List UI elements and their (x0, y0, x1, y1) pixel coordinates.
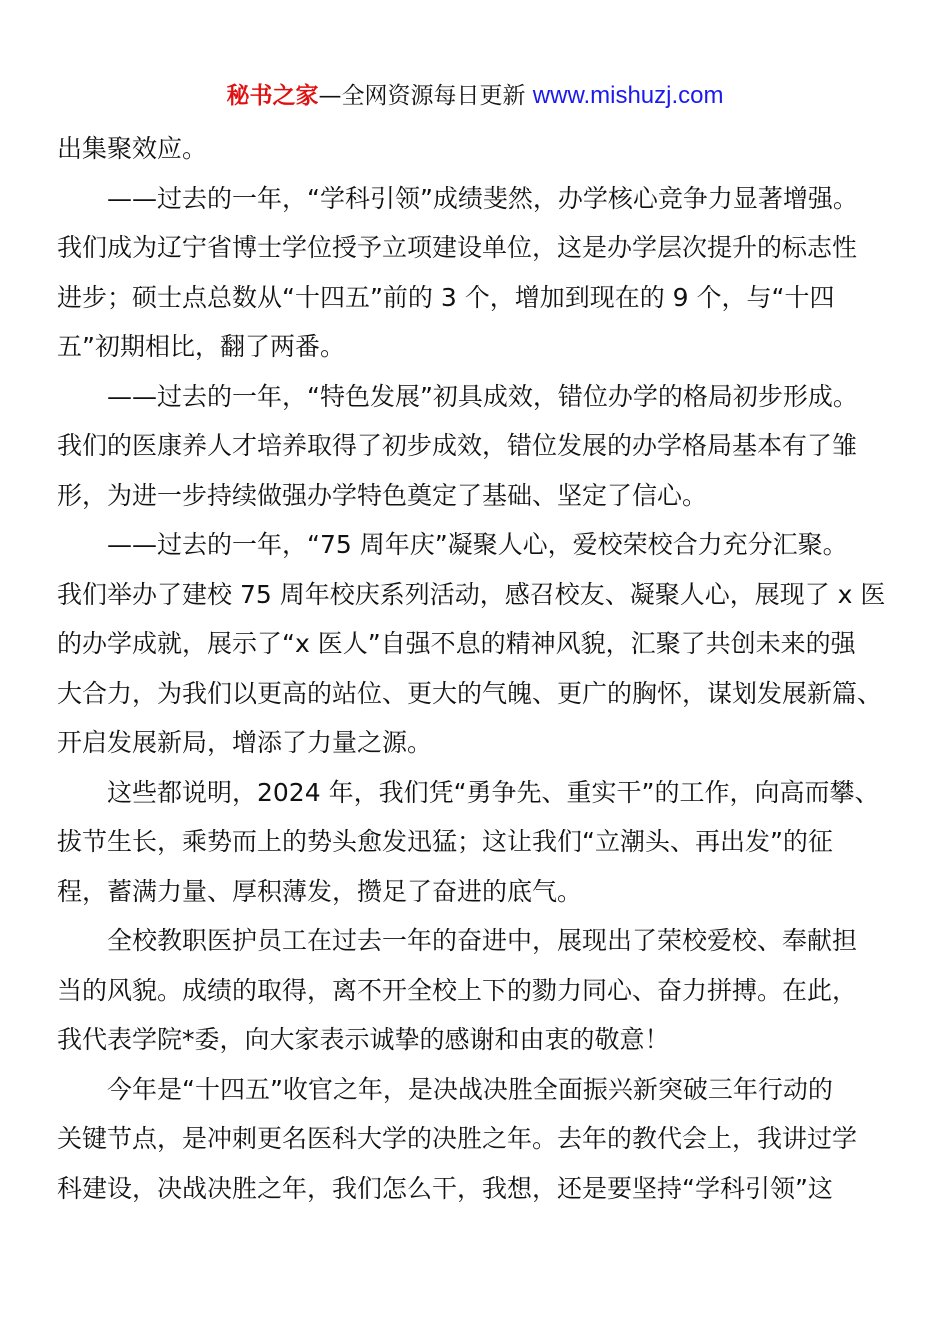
text-line: 出集聚效应。 (57, 134, 208, 163)
text-line: 的办学成就，展示了“x 医人”自强不息的精神风貌，汇聚了共创未来的强 (57, 629, 856, 658)
text-line: 五”初期相比，翻了两番。 (57, 332, 345, 361)
site-header (0, 80, 950, 112)
site-url-link[interactable]: www.mishuzj.com (532, 82, 724, 109)
text-line: 我们的医康养人才培养取得了初步成效，错位发展的办学格局基本有了雏 (57, 431, 858, 460)
text-line: 关键节点，是冲刺更名医科大学的决胜之年。去年的教代会上，我讲过学 (57, 1124, 858, 1153)
text-line: ——过去的一年，“学科引领”成绩斐然，办学核心竞争力显著增强。 (107, 183, 858, 213)
header-tagline: —全网资源每日更新 (318, 83, 533, 109)
text-line: 全校教职医护员工在过去一年的奋进中，展现出了荣校爱校、奉献担 (107, 926, 858, 955)
text-line: 科建设，决战决胜之年，我们怎么干，我想，还是要坚持“学科引领”这 (57, 1173, 833, 1203)
text-line: ——过去的一年，“75 周年庆”凝聚人心，爱校荣校合力充分汇聚。 (107, 530, 848, 559)
text-line: 程，蓄满力量、厚积薄发，攒足了奋进的底气。 (57, 876, 583, 906)
text-line: ——过去的一年，“特色发展”初具成效，错位办学的格局初步形成。 (107, 381, 858, 411)
text-line: 当的风貌。成绩的取得，离不开全校上下的勠力同心、奋力拼搏。在此， (57, 975, 858, 1005)
text-line: 形，为进一步持续做强办学特色奠定了基础、坚定了信心。 (57, 480, 708, 510)
text-line: 我代表学院*委，向大家表示诚挚的感谢和由衷的敬意！ (57, 1025, 670, 1054)
text-line: 开启发展新局，增添了力量之源。 (57, 728, 433, 757)
text-line: 拔节生长，乘势而上的势头愈发迅猛；这让我们“立潮头、再出发”的征 (57, 827, 833, 856)
text-line: 今年是“十四五”收官之年，是决战决胜全面振兴新突破三年行动的 (107, 1074, 833, 1104)
document-body (57, 124, 907, 1213)
text-line: 我们举办了建校 75 周年校庆系列活动，感召校友、凝聚人心，展现了 x 医 (57, 579, 886, 609)
brand-name: 秘书之家 (226, 83, 319, 109)
text-line: 进步；硕士点总数从“十四五”前的 3 个，增加到现在的 9 个，与“十四 (57, 282, 835, 312)
text-line: 我们成为辽宁省博士学位授予立项建设单位，这是办学层次提升的标志性 (57, 233, 858, 262)
text-line: 大合力，为我们以更高的站位、更大的气魄、更广的胸怀，谋划发展新篇、 (57, 678, 883, 708)
text-line: 这些都说明，2024 年，我们凭“勇争先、重实干”的工作，向高而攀、 (107, 777, 880, 807)
